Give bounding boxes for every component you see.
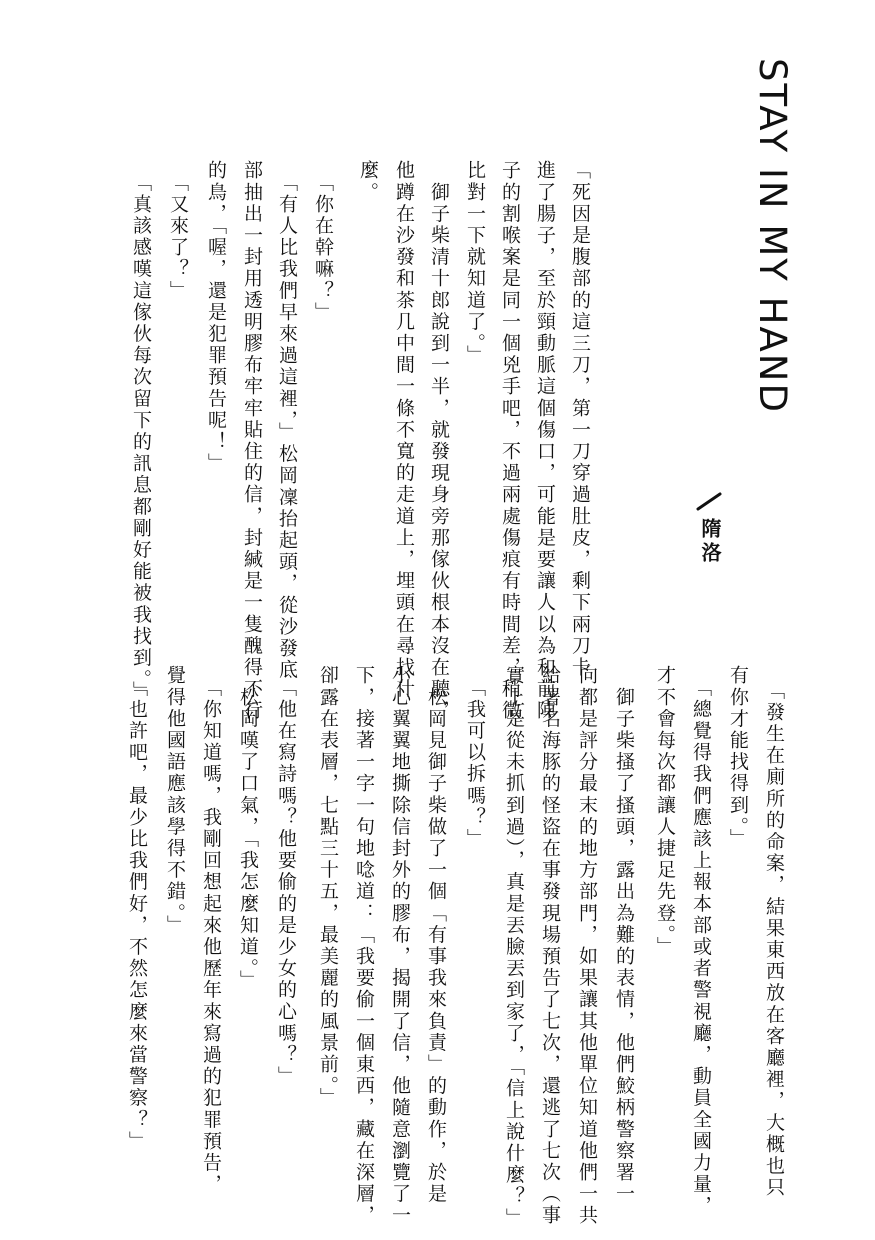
text-column-top-2: 進了腸子，至於頸動脈這個傷口，可能是要讓人以為和前陣 <box>534 160 556 722</box>
text-column-top-7: 麼。 <box>357 160 379 204</box>
byline-slash-icon <box>694 492 724 512</box>
text-column-top-13: 「真該感嘆這傢伙每次留下的訊息都剛好能被我找到。」 <box>130 160 152 703</box>
text-column-bottom-6: 向都是評分最末的地方部門，如果讓其他單位知道他們一共 <box>576 665 598 1227</box>
text-column-bottom-9: 「我可以拆嗎？」 <box>464 665 486 850</box>
text-column-bottom-13: 卻露在表層，七點三十五，最美麗的風景前。」 <box>317 665 339 1110</box>
text-column-bottom-4: 才不會每次都讓人捷足先登。」 <box>654 665 676 958</box>
text-column-bottom-15: 松岡嘆了口氣，「我怎麼知道。」 <box>237 665 259 992</box>
text-column-top-6: 他蹲在沙發和茶几中間一條不寬的走道上，埋頭在尋找什 <box>393 160 415 700</box>
text-column-bottom-17: 覺得他國語應該學得不錯。」 <box>164 665 186 937</box>
author-byline <box>690 492 730 612</box>
text-column-bottom-11: 小心翼翼地撕除信封外的膠布，揭開了信，他隨意瀏覽了一 <box>389 665 411 1227</box>
text-column-bottom-8: 實上是從未抓到過），真是丟臉丟到家了，「信上說什麼？」 <box>503 665 525 1230</box>
text-column-top-11: 的鳥，「喔，還是犯罪預告呢！」 <box>205 160 227 475</box>
text-column-bottom-5: 御子柴搔了搔頭，露出為難的表情，他們鮫柄警察署一 <box>613 665 635 1205</box>
text-column-bottom-16: 「你知道嗎，我剛回想起來他歷年來寫過的犯罪預告， <box>200 665 222 1196</box>
text-column-top-9: 「有人比我們早來過這裡，」松岡凜抬起頭，從沙發底 <box>276 160 298 681</box>
text-column-top-5: 御子柴清十郎說到一半，就發現身旁那傢伙根本沒在聽， <box>428 160 450 722</box>
text-column-top-3: 子的割喉案是同一個兇手吧，不過兩處傷痕有時間差，稍微 <box>499 160 521 722</box>
story-title: STAY IN MY HAND <box>751 58 794 414</box>
text-column-bottom-3: 「總覺得我們應該上報本部或者警視廳，動員全國力量， <box>690 665 712 1218</box>
text-column-top-12: 「又來了？」 <box>167 160 189 302</box>
text-column-bottom-1: 「發生在廁所的命案，結果東西放在客廳裡，大概也只 <box>763 668 785 1199</box>
text-column-top-10: 部抽出一封用透明膠布牢牢貼住的信，封緘是一隻醜得不行 <box>241 160 263 722</box>
text-column-top-8: 「你在幹嘛？」 <box>312 160 334 324</box>
text-column-bottom-14: 「他在寫詩嗎？他要偷的是少女的心嗎？」 <box>275 665 297 1088</box>
text-column-top-4: 比對一下就知道了。」 <box>464 160 486 367</box>
text-column-bottom-18: 「也許吧，最少比我們好，不然怎麼來當警察？」 <box>126 665 148 1153</box>
text-column-bottom-2: 有你才能找得到。」 <box>727 665 749 850</box>
author-name: 隋洛 <box>698 518 722 566</box>
text-column-bottom-10: 松岡見御子柴做了一個「有事我來負責」的動作，於是 <box>425 665 447 1205</box>
text-column-top-1: 「死因是腹部的這三刀，第一刀穿過肚皮，剩下兩刀卡 <box>569 160 591 679</box>
text-column-bottom-12: 下，接著一字一句地唸道：「我要偷一個東西，藏在深層， <box>353 665 375 1227</box>
text-column-bottom-7: 給署名海豚的怪盜在事發現場預告了七次，還逃了七次（事 <box>539 665 561 1227</box>
